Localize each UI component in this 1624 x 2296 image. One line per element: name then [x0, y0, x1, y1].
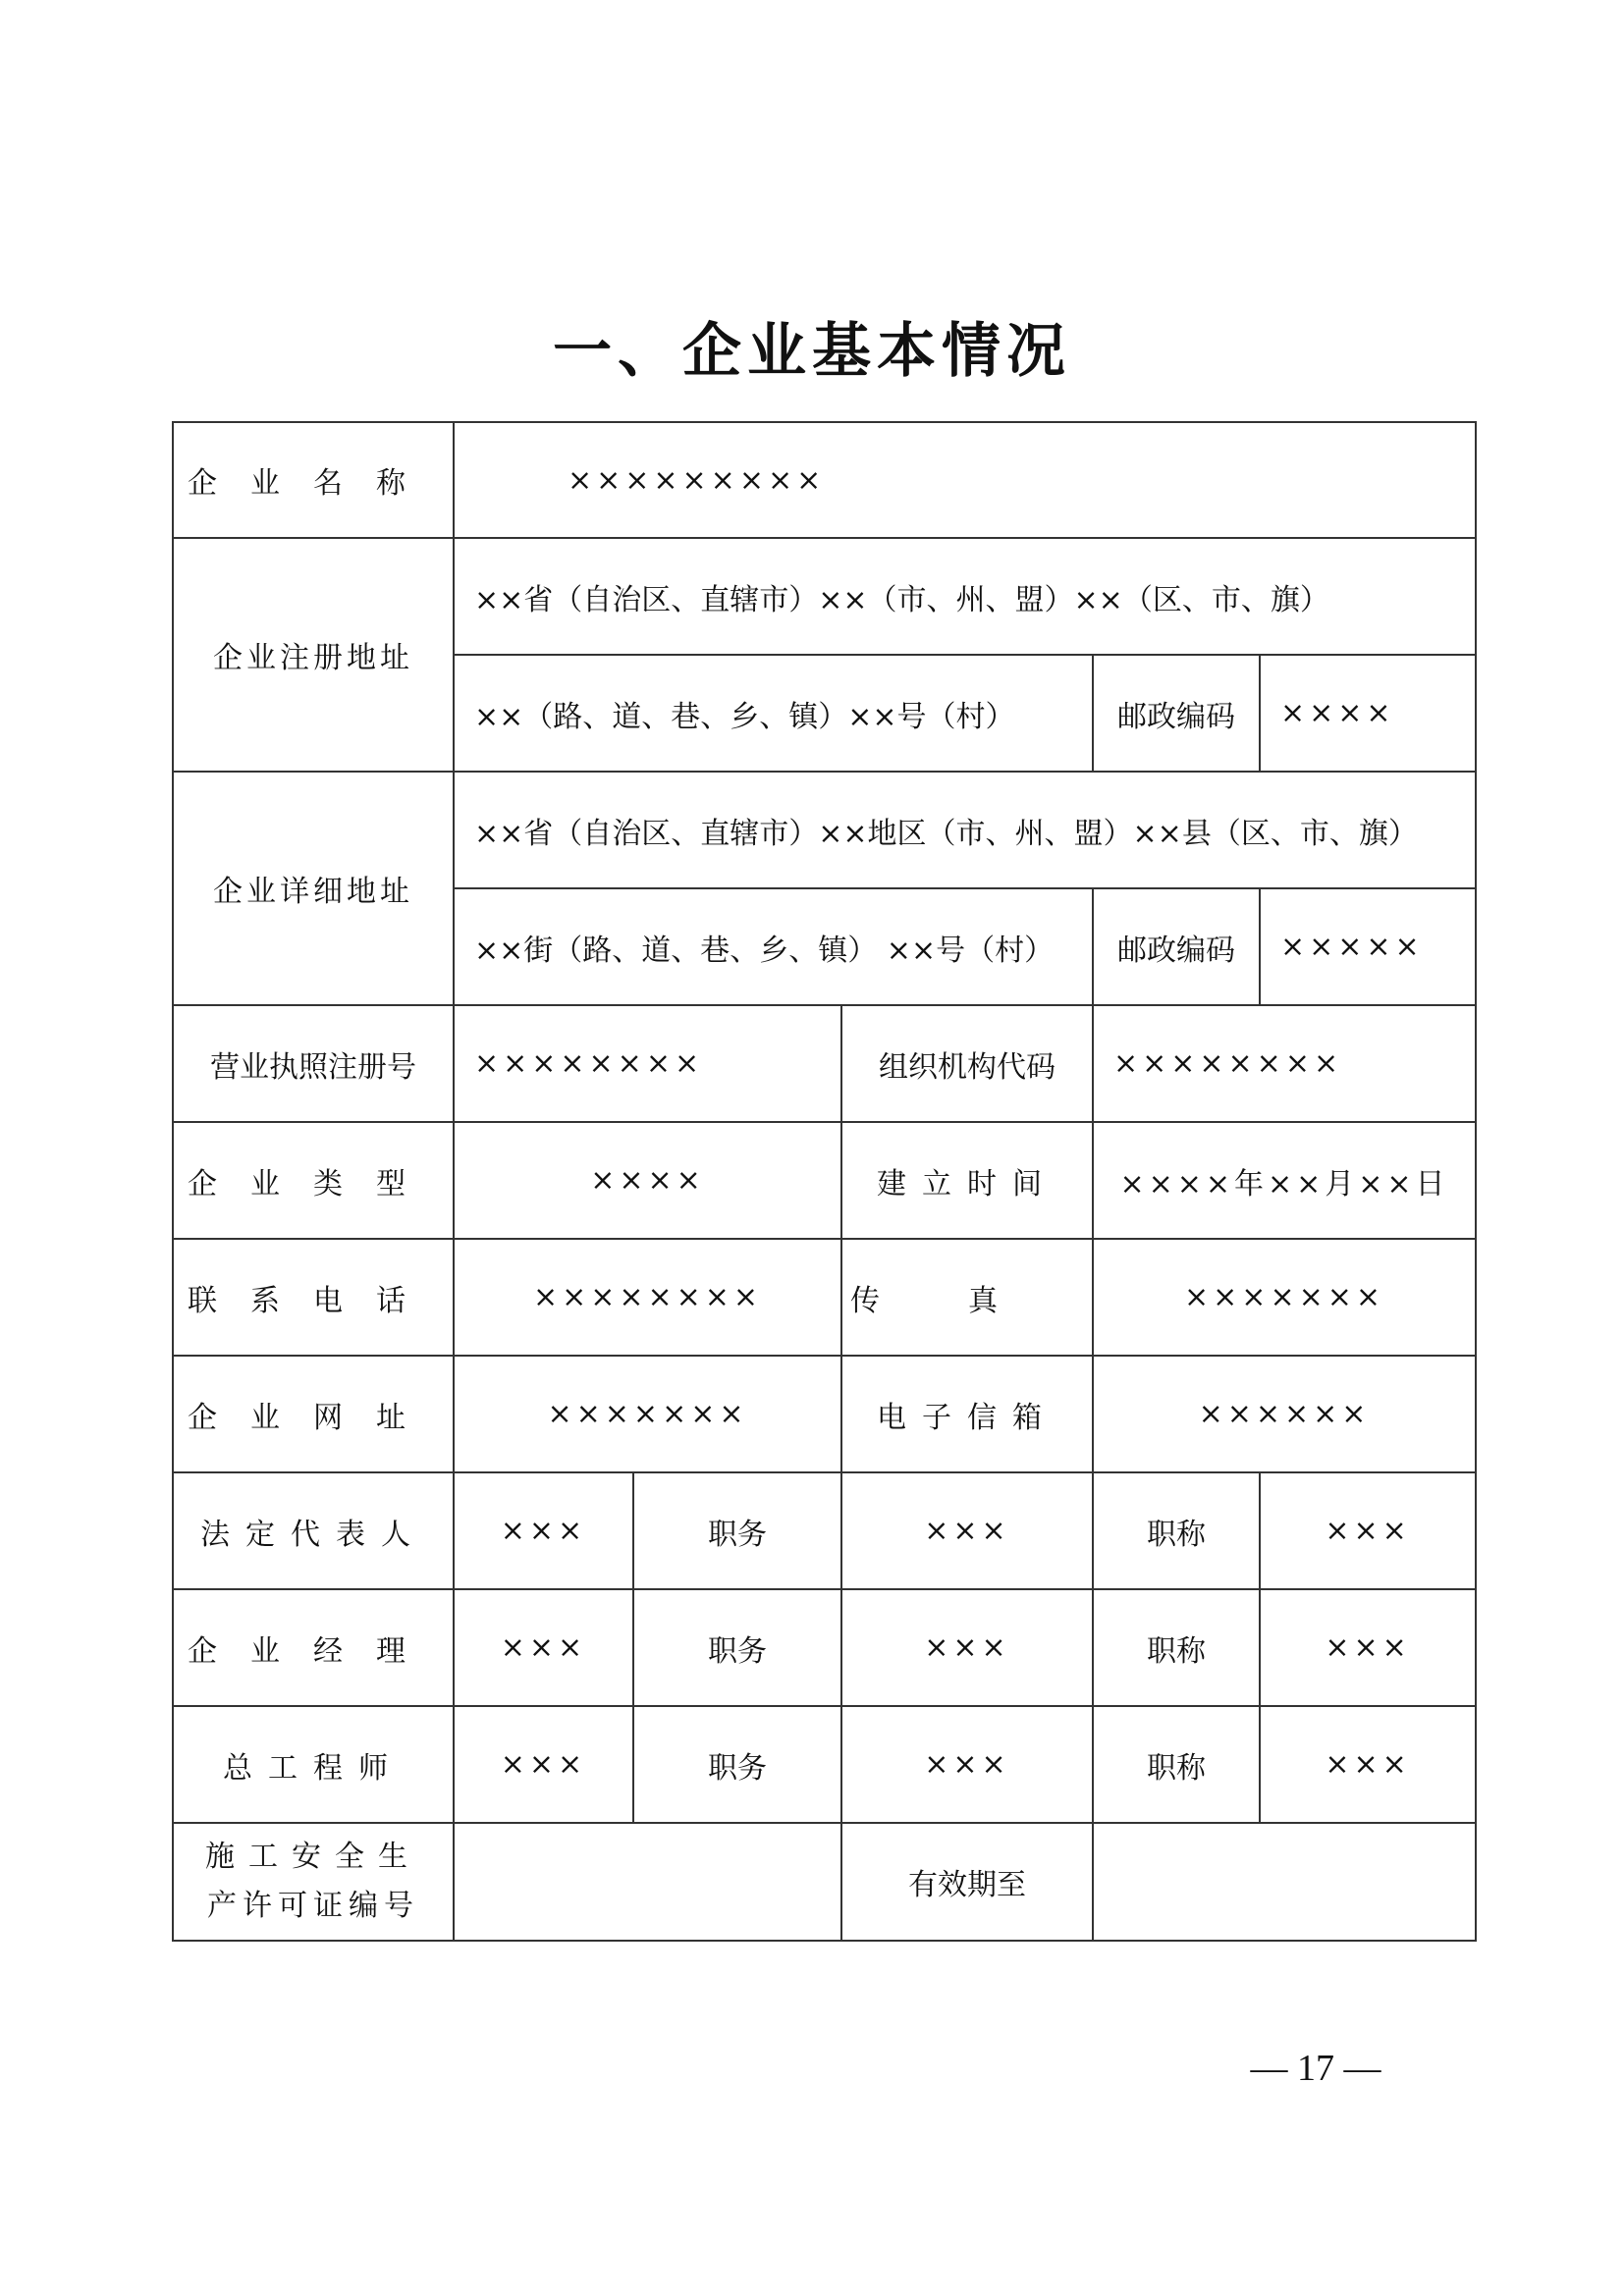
row-manager [173, 1589, 1476, 1706]
valid-until-label: 有效期至 [841, 1823, 1093, 1941]
page-title: 一、企业基本情况 [553, 317, 1071, 386]
manager-name[interactable]: ××× [454, 1589, 633, 1706]
reg-address-line2[interactable]: ××（路、道、巷、乡、镇）××号（村） [454, 655, 1093, 772]
chief-engineer-duty-label: 职务 [633, 1706, 841, 1823]
page-number: — 17 — [1250, 2048, 1381, 2089]
enterprise-info-table [172, 421, 1477, 1942]
row-enterprise-type [173, 1122, 1476, 1239]
established-date-label: 建立时间 [841, 1122, 1093, 1239]
manager-title[interactable]: ××× [1260, 1589, 1476, 1706]
legal-rep-title[interactable]: ××× [1260, 1472, 1476, 1589]
row-chief-engineer [173, 1706, 1476, 1823]
row-license [173, 1005, 1476, 1122]
safety-permit-label-line1: 施工安全生 [205, 1840, 421, 1874]
detail-address-line1[interactable]: ××省（自治区、直辖市）××地区（市、州、盟）××县（区、市、旗） [454, 772, 1476, 888]
enterprise-name-text: ××××××××× [568, 462, 826, 498]
fax-label: 传真 [841, 1239, 1093, 1356]
safety-permit-label-line2: 产许可证编号 [207, 1889, 419, 1923]
valid-until-value[interactable] [1093, 1823, 1476, 1941]
org-code-label: 组织机构代码 [841, 1005, 1093, 1122]
enterprise-type-value[interactable]: ×××× [454, 1122, 841, 1239]
chief-engineer-name[interactable]: ××× [454, 1706, 633, 1823]
chief-engineer-title[interactable]: ××× [1260, 1706, 1476, 1823]
email-value[interactable]: ×××××× [1093, 1356, 1476, 1472]
legal-rep-title-label: 职称 [1093, 1472, 1260, 1589]
manager-duty[interactable]: ××× [841, 1589, 1093, 1706]
legal-rep-duty-label: 职务 [633, 1472, 841, 1589]
row-legal-rep [173, 1472, 1476, 1589]
reg-postcode-label: 邮政编码 [1093, 655, 1260, 772]
established-date-value[interactable]: ××××年××月××日 [1093, 1122, 1476, 1239]
manager-duty-label: 职务 [633, 1589, 841, 1706]
safety-permit-value[interactable] [454, 1823, 841, 1941]
detail-postcode-label: 邮政编码 [1093, 888, 1260, 1005]
website-label: 企业网址 [173, 1356, 454, 1472]
phone-label: 联系电话 [173, 1239, 454, 1356]
row-detail-address-1 [173, 772, 1476, 888]
reg-address-label: 企业注册地址 [173, 538, 454, 772]
fax-value[interactable]: ××××××× [1093, 1239, 1476, 1356]
row-reg-address-1 [173, 538, 1476, 655]
detail-address-line2[interactable]: ××街（路、道、巷、乡、镇） ××号（村） [454, 888, 1093, 1005]
row-phone [173, 1239, 1476, 1356]
manager-label: 企业经理 [173, 1589, 454, 1706]
reg-address-line1[interactable]: ××省（自治区、直辖市）××（市、州、盟）××（区、市、旗） [454, 538, 1476, 655]
detail-address-label: 企业详细地址 [173, 772, 454, 1005]
license-label: 营业执照注册号 [173, 1005, 454, 1122]
manager-title-label: 职称 [1093, 1589, 1260, 1706]
phone-value[interactable]: ×××××××× [454, 1239, 841, 1356]
enterprise-name-value[interactable] [454, 422, 1476, 538]
row-safety-permit [173, 1823, 1476, 1941]
detail-postcode-value[interactable]: ××××× [1260, 888, 1476, 1005]
chief-engineer-label: 总工程师 [173, 1706, 454, 1823]
enterprise-name-label: 企业名称 [173, 422, 454, 538]
enterprise-type-label: 企业类型 [173, 1122, 454, 1239]
row-enterprise-name [173, 422, 1476, 538]
legal-rep-duty[interactable]: ××× [841, 1472, 1093, 1589]
safety-permit-label [173, 1823, 454, 1941]
chief-engineer-title-label: 职称 [1093, 1706, 1260, 1823]
chief-engineer-duty[interactable]: ××× [841, 1706, 1093, 1823]
reg-postcode-value[interactable]: ×××× [1260, 655, 1476, 772]
website-value[interactable]: ××××××× [454, 1356, 841, 1472]
legal-rep-name[interactable]: ××× [454, 1472, 633, 1589]
row-website [173, 1356, 1476, 1472]
legal-rep-label: 法定代表人 [173, 1472, 454, 1589]
org-code-value[interactable]: ×××××××× [1093, 1005, 1476, 1122]
license-value[interactable]: ×××××××× [454, 1005, 841, 1122]
email-label: 电子信箱 [841, 1356, 1093, 1472]
